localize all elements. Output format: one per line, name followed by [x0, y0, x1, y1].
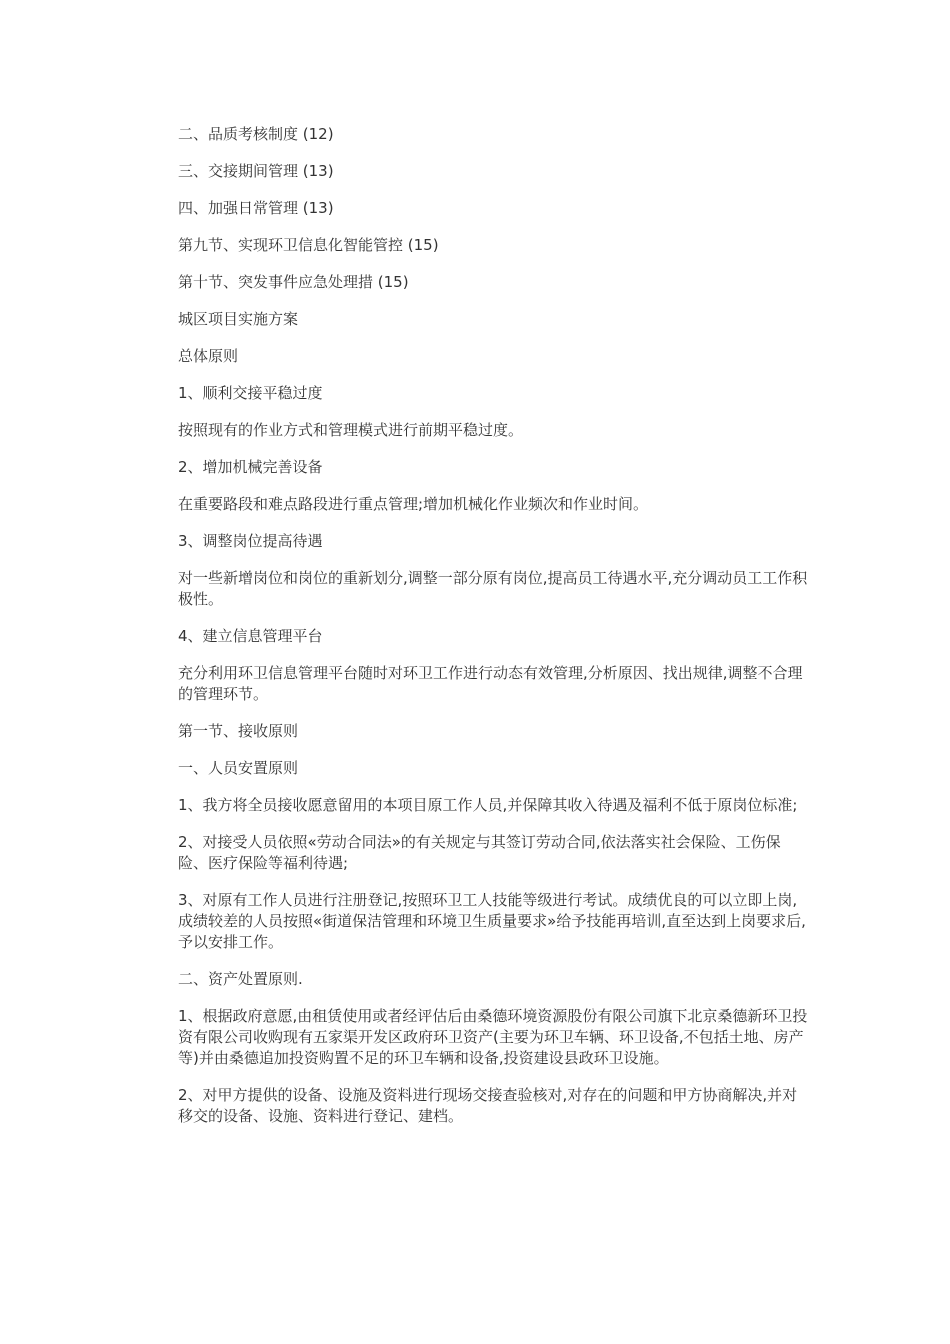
toc-entry-handover-management: 三、交接期间管理 (13) [178, 162, 334, 180]
subsection-heading-personnel: 一、人员安置原则 [178, 759, 299, 777]
section-heading-section-1: 第一节、接收原则 [178, 722, 299, 740]
toc-entry-daily-management: 四、加强日常管理 (13) [178, 199, 334, 217]
assets-item-1: 1、根据政府意愿,由租赁使用或者经评估后由桑德环境资源股份有限公司旗下北京桑德新环卫投资有限公司收购现有五家渠开发区政府环卫资产(主要为环卫车辆、环卫设备,不包括土地、房产等)并由桑德追加投资购置不足的环卫车辆和设备,投资建设县政环卫设施。 [178, 1007, 808, 1067]
principle-body-2: 在重要路段和难点路段进行重点管理;增加机械化作业频次和作业时间。 [178, 495, 649, 513]
toc-entry-quality-assessment: 二、品质考核制度 (12) [178, 125, 334, 143]
principle-body-1: 按照现有的作业方式和管理模式进行前期平稳过度。 [178, 421, 524, 439]
personnel-item-1: 1、我方将全员接收愿意留用的本项目原工作人员,并保障其收入待遇及福利不低于原岗位标准; [178, 796, 798, 814]
subsection-heading-assets: 二、资产处置原则. [178, 970, 303, 988]
assets-item-2: 2、对甲方提供的设备、设施及资料进行现场交接查验核对,对存在的问题和甲方协商解决,并对移交的设备、设施、资料进行登记、建档。 [178, 1086, 798, 1125]
principle-heading-2: 2、增加机械完善设备 [178, 458, 323, 476]
principle-heading-3: 3、调整岗位提高待遇 [178, 532, 323, 550]
document-body [178, 124, 810, 1143]
personnel-item-2: 2、对接受人员依照«劳动合同法»的有关规定与其签订劳动合同,依法落实社会保险、工伤保险、医疗保险等福利待遇; [178, 833, 781, 872]
principle-heading-1: 1、顺利交接平稳过度 [178, 384, 323, 402]
toc-entry-section-9: 第九节、实现环卫信息化智能管控 (15) [178, 236, 439, 254]
personnel-item-3: 3、对原有工作人员进行注册登记,按照环卫工人技能等级进行考试。成绩优良的可以立即上岗,成绩较差的人员按照«街道保洁管理和环境卫生质量要求»给予技能再培训,直至达到上岗要求后,予以安排工作。 [178, 891, 806, 951]
principle-body-3: 对一些新增岗位和岗位的重新划分,调整一部分原有岗位,提高员工待遇水平,充分调动员工工作积极性。 [178, 569, 808, 608]
toc-entry-section-10: 第十节、突发事件应急处理措 (15) [178, 273, 409, 291]
section-heading-general-principles: 总体原则 [178, 347, 239, 365]
section-heading-implementation-plan: 城区项目实施方案 [178, 310, 299, 328]
principle-heading-4: 4、建立信息管理平台 [178, 627, 323, 645]
principle-body-4: 充分利用环卫信息管理平台随时对环卫工作进行动态有效管理,分析原因、找出规律,调整不合理的管理环节。 [178, 664, 803, 703]
